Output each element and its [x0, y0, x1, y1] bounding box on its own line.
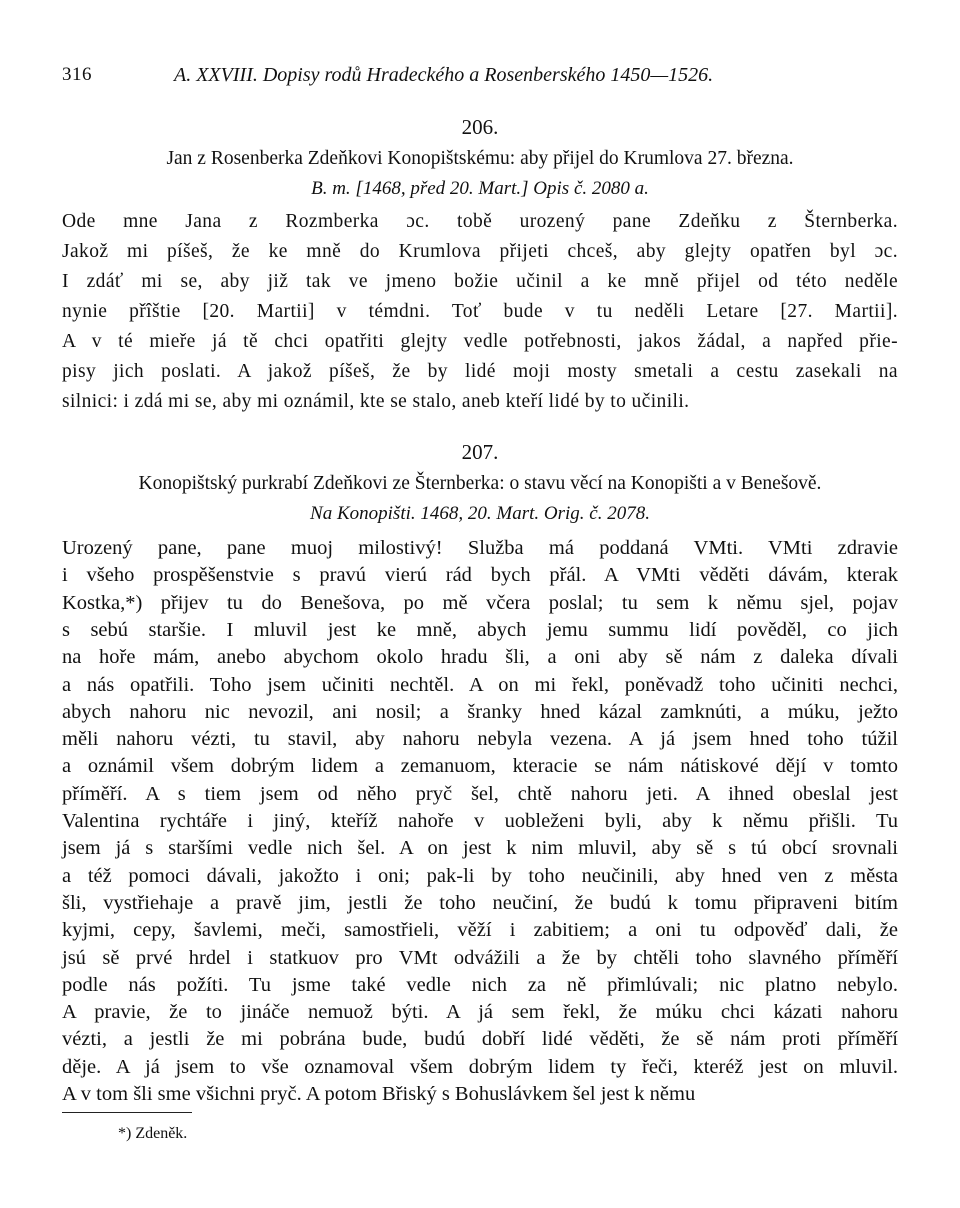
body-line: jsú sě prvé hrdel i statkuov pro VMt odvážili a že by chtěli toho slavného příměří	[62, 946, 898, 969]
body-line: a nás opatřili. Toho jsem učiniti nechtěl. A on mi řekl, poněvadž toho učiniti nechci,	[62, 673, 898, 696]
body-line: Ode mne Jana z Rozmberka ɔc. tobě urozený pane Zdeňku z Šternberka.	[62, 211, 898, 232]
body-line: děje. A já jsem to vše oznamoval všem dobrým lidem ty řeči, kteréž jest on mluvil.	[62, 1055, 898, 1078]
body-line: jsem já s staršími vedle nich šel. A on jest k nim mluvil, aby sě s tú obcí srovnali	[62, 837, 898, 860]
page-number: 316	[62, 64, 92, 85]
letter-number: 207.	[461, 440, 499, 464]
body-line: Urozený pane, pane muoj milostivý! Služba má poddaná VMti. VMti zdravie	[62, 537, 898, 559]
footnote-rule	[62, 1112, 192, 1113]
body-line: příměří. A s tiem jsem od něho pryč šel, chtě nahoru jeti. A ihned obeslal jest	[62, 782, 898, 805]
body-line: A v té mieře já tě chci opatřiti glejty vedle potřebnosti, jakos žádal, a napřed přie-	[62, 331, 898, 352]
body-line: a též pomoci dávali, jakožto i oni; pak-li by toho neučinili, aby hned ven z města	[62, 864, 898, 887]
body-line: abych nahoru nic nevozil, ani nosil; a šranky hned kázal zamknúti, a múku, ježto	[62, 700, 898, 723]
letter-summary: Jan z Rosenberka Zdeňkovi Konopištskému: aby přijel do Krumlova 27. března.	[166, 148, 794, 169]
letter-summary: Konopištský purkrabí Zdeňkovi ze Šternberka: o stavu věcí na Konopišti a v Benešově.	[138, 473, 822, 494]
body-line: Kostka,*) přijev tu do Benešova, po mě včera poslal; tu sem k němu sjel, pojav	[62, 591, 898, 614]
body-line: podle nás požíti. Tu jsme také vedle nich za ně přimlúvali; nic platno nebylo.	[62, 973, 898, 996]
body-line: silnici: i zdá mi se, aby mi oznámil, kte se stalo, aneb kteří lidé by to učinili.	[62, 391, 690, 412]
body-line: Valentina rychtáře i jiný, kteříž nahoře v uobleženi byli, aby k němu přišli. Tu	[62, 810, 898, 832]
body-line: pisy jich poslati. A jakož píšeš, že by lidé moji mosty smetali a cestu zasekali na	[62, 361, 898, 382]
body-line: nynie přîštie [20. Martii] v témdni. Toť bude v tu neděli Letare [27. Martii].	[62, 301, 898, 322]
body-line: A pravie, že to jináče nemuož býti. A já sem řekl, že múku chci kázati nahoru	[62, 1001, 898, 1024]
body-line: měli nahoru vézti, tu stavil, aby nahoru nebyla vezena. A já jsem hned toho túžil	[62, 728, 898, 751]
page-header	[62, 64, 902, 94]
letter-source: Na Konopišti. 1468, 20. Mart. Orig. č. 2078.	[310, 503, 650, 524]
footnote: *) Zdeněk.	[118, 1125, 188, 1142]
running-title: A. XXVIII. Dopisy rodů Hradeckého a Rosenberského 1450—1526.	[174, 64, 714, 86]
letter-source: B. m. [1468, před 20. Mart.] Opis č. 2080 a.	[311, 178, 649, 199]
body-line: vézti, a jestli že mi pobrána bude, budú dobří lidé věděti, že sě nám proti příměří	[62, 1028, 898, 1051]
body-line: a oznámil všem dobrým lidem a zemanuom, kteracie se nám nátiskové dějí v tomto	[62, 755, 898, 778]
body-line: s sebú staršie. I mluvil jest ke mně, abych jemu summu lidí pověděl, co jich	[62, 618, 898, 641]
body-line: A v tom šli sme všichni pryč. A potom Břiský s Bohuslávkem šel jest k němu	[62, 1083, 696, 1105]
body-line: Jakož mi píšeš, že ke mně do Krumlova přijeti chceš, aby glejty opatřen byl ɔc.	[62, 241, 898, 262]
body-line: i všeho prospěšenstvie s pravú vierú rád bych přál. A VMti věděti dávám, kterak	[62, 564, 898, 587]
body-line: šli, vystřiehaje a pravě jim, jestli že toho neučiní, že budú k tomu připraveni bitím	[62, 891, 898, 914]
body-line: kyjmi, cepy, šavlemi, meči, samostřieli, věží i zabitiem; a oni tu odpověď dali, že	[62, 919, 898, 942]
body-line: na hoře mám, anebo abychom okolo hradu šli, a oni aby sě nám z daleka dívali	[62, 646, 898, 669]
body-line: I zdáť mi se, aby již tak ve jmeno božie učinil a ke mně přijel od této neděle	[62, 271, 898, 292]
letter-number: 206.	[461, 115, 499, 139]
